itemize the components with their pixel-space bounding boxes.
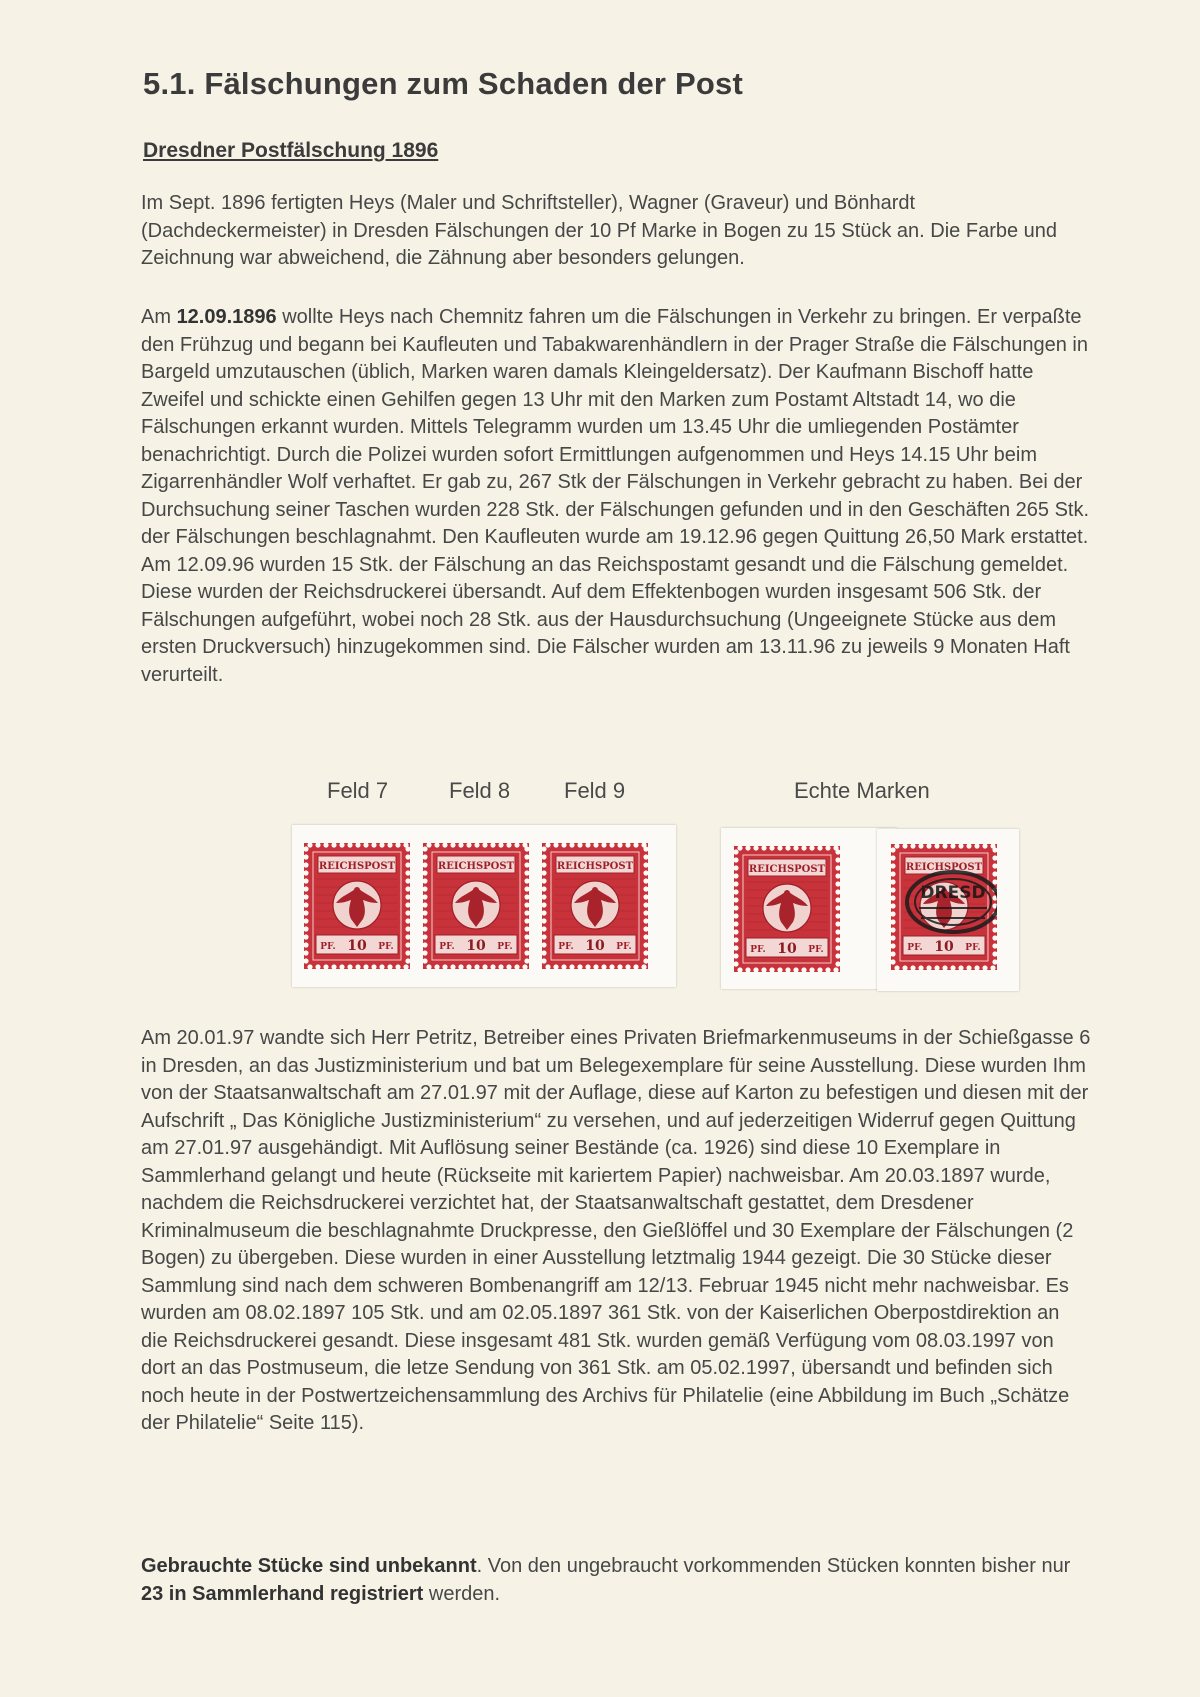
- forgery-stamp-feld-9: [542, 843, 648, 969]
- stamp-graphic: [734, 846, 840, 972]
- svg-text:PF.: PF.: [378, 942, 394, 952]
- conclusion-text-1: . Von den ungebraucht vorkommenden Stücken konnten bisher nur: [476, 1555, 1071, 1577]
- paragraph-conclusion: [141, 1553, 1091, 1608]
- svg-text:REICHSPOST: REICHSPOST: [748, 864, 826, 875]
- paragraph-events-date: 12.09.1896: [176, 306, 277, 328]
- paragraph-history: Am 20.01.97 wandte sich Herr Petritz, Betreiber eines Privaten Briefmarkenmuseums in der Schießgasse 6 in Dresden, an das Justizministerium und bat um Belegexemplare für seine Ausstellung. Diese wurden Ihm von der Staatsanwaltschaft am 27.01.97 mit der Auflage, diese auf Karton zu befestigen und diesen mit der Aufschrift „ Das Königliche Justizministerium“ zu versehen, und auf jederzeitigen Widerruf gegen Quittung am 27.01.97 ausgehändigt. Mit Auflösung seiner Bestände (ca. 1926) sind diese 10 Exemplare in Sammlerhand gelangt und heute (Rückseite mit kariertem Papier) nachweisbar. Am 20.03.1897 wurde, nachdem die Reichsdruckerei verzichtet hat, der Staatsanwaltschaft gestattet, dem Dresdener Kriminalmuseum die beschlagnahmte Druckpresse, den Gießlöffel und 30 Exemplare der Fälschungen (2 Bogen) zu übergeben. Diese wurden in einer Ausstellung letztmalig 1944 gezeigt. Die 30 Stücke dieser Sammlung sind nach dem schweren Bombenangriff am 12/13. Februar 1945 nicht mehr nachweisbar. Es wurden am 08.02.1897 105 Stk. und am 02.05.1897 361 Stk. von der Kaiserlichen Oberpostdirektion an die Reichsdruckerei gesandt. Diese insgesamt 481 Stk. wurden gemäß Verfügung vom 08.03.1997 von dort an das Postmuseum, die letze Sendung von 361 Stk. am 05.02.1997, übersandt und befinden sich noch heute in der Postwertzeichensammlung des Archivs für Philatelie (eine Abbildung im Buch „Schätze der Philatelie“ Seite 115).: [141, 1027, 1091, 1434]
- forgery-stamp-feld-8: [423, 843, 529, 969]
- paragraph-events: [141, 304, 1091, 689]
- svg-text:PF.: PF.: [750, 945, 766, 955]
- svg-text:10: 10: [347, 938, 367, 954]
- svg-text:PF.: PF.: [907, 943, 923, 953]
- svg-text:10: 10: [777, 941, 797, 957]
- svg-text:PF.: PF.: [965, 943, 981, 953]
- conclusion-text-2: werden.: [423, 1582, 501, 1605]
- figure-label-feld-9: Feld 9: [564, 778, 626, 803]
- section-subtitle: Dresdner Postfälschung 1896: [143, 139, 439, 162]
- figure-label-echte-marken: Echte Marken: [794, 778, 930, 803]
- genuine-stamp-unused: [734, 846, 840, 972]
- svg-text:10: 10: [934, 939, 954, 955]
- svg-text:DRESD: DRESD: [920, 883, 986, 903]
- page-title: 5.1. Fälschungen zum Schaden der Post: [143, 66, 743, 101]
- stamp-graphic: [304, 843, 410, 969]
- svg-text:REICHSPOST: REICHSPOST: [437, 861, 515, 872]
- svg-text:PF.: PF.: [616, 942, 632, 952]
- paragraph-intro: Im Sept. 1896 fertigten Heys (Maler und Schriftsteller), Wagner (Graveur) und Bönhardt (Dachdeckermeister) in Dresden Fälschungen der 10 Pf Marke in Bogen zu 15 Stück an. Die Farbe und Zeichnung war abweichend, die Zähnung aber besonders gelungen.: [141, 192, 1058, 269]
- paragraph-events-lead: Am: [141, 306, 177, 328]
- svg-text:PF.: PF.: [320, 942, 336, 952]
- paragraph-events-text: wollte Heys nach Chemnitz fahren um die Fälschungen in Verkehr zu bringen. Er verpaßte den Frühzug und begann bei Kaufleuten und Tabakwarenhändlern in der Prager Straße die Fälschungen in Bargeld umzutauschen (üblich, Marken waren damals Kleingeldersatz). Der Kaufmann Bischoff hatte Zweifel und schickte einen Gehilfen gegen 13 Uhr mit den Marken zum Postamt Altstadt 14, wo die Fälschungen erkannt wurden. Mittels Telegramm wurden um 13.45 Uhr die umliegenden Postämter benachrichtigt. Durch die Polizei wurden sofort Ermittlungen aufgenommen und Heys 14.15 Uhr beim Zigarrenhändler Wolf verhaftet. Er gab zu, 267 Stk der Fälschungen in Verkehr gebracht zu haben. Bei der Durchsuchung seiner Taschen wurden 228 Stk. der Fälschungen gefunden und in den Geschäften 265 Stk. der Fälschungen beschlagnahmt. Den Kaufleuten wurde am 19.12.96 gegen Quittung 26,50 Mark erstattet. Am 12.09.96 wurden 15 Stk. der Fälschung an das Reichspostamt gesandt und die Fälschung gemeldet. Diese wurden der Reichsdruckerei übersandt. Auf dem Effektenbogen wurden insgesamt 506 Stk. der Fälschungen aufgeführt, wobei noch 28 Stk. aus der Hausdurchsuchung (Ungeeignete Stücke aus dem ersten Druckversuch) hinzugekommen sind. Die Fälscher wurden am 13.11.96 zu jeweils 9 Monaten Haft verurteilt.: [141, 306, 1090, 686]
- svg-text:PF.: PF.: [558, 942, 574, 952]
- conclusion-bold-1: Gebrauchte Stücke sind unbekannt: [141, 1555, 477, 1577]
- genuine-stamp-cancelled: [891, 844, 997, 970]
- svg-text:PF.: PF.: [808, 945, 824, 955]
- figure-label-feld-8: Feld 8: [449, 778, 511, 803]
- stamp-graphic: [423, 843, 529, 969]
- stamp-graphic: [891, 844, 997, 970]
- svg-text:PF.: PF.: [497, 942, 513, 952]
- svg-text:PF.: PF.: [439, 942, 455, 952]
- stamp-graphic: [542, 843, 648, 969]
- conclusion-bold-2: 23 in Sammlerhand registriert: [141, 1582, 424, 1605]
- figure-label-feld-7: Feld 7: [327, 778, 389, 803]
- svg-text:REICHSPOST: REICHSPOST: [556, 861, 634, 872]
- svg-text:REICHSPOST: REICHSPOST: [318, 861, 396, 872]
- svg-text:10: 10: [585, 938, 605, 954]
- forgery-stamp-feld-7: [304, 843, 410, 969]
- svg-text:REICHSPOST: REICHSPOST: [905, 862, 983, 873]
- svg-text:10: 10: [466, 938, 486, 954]
